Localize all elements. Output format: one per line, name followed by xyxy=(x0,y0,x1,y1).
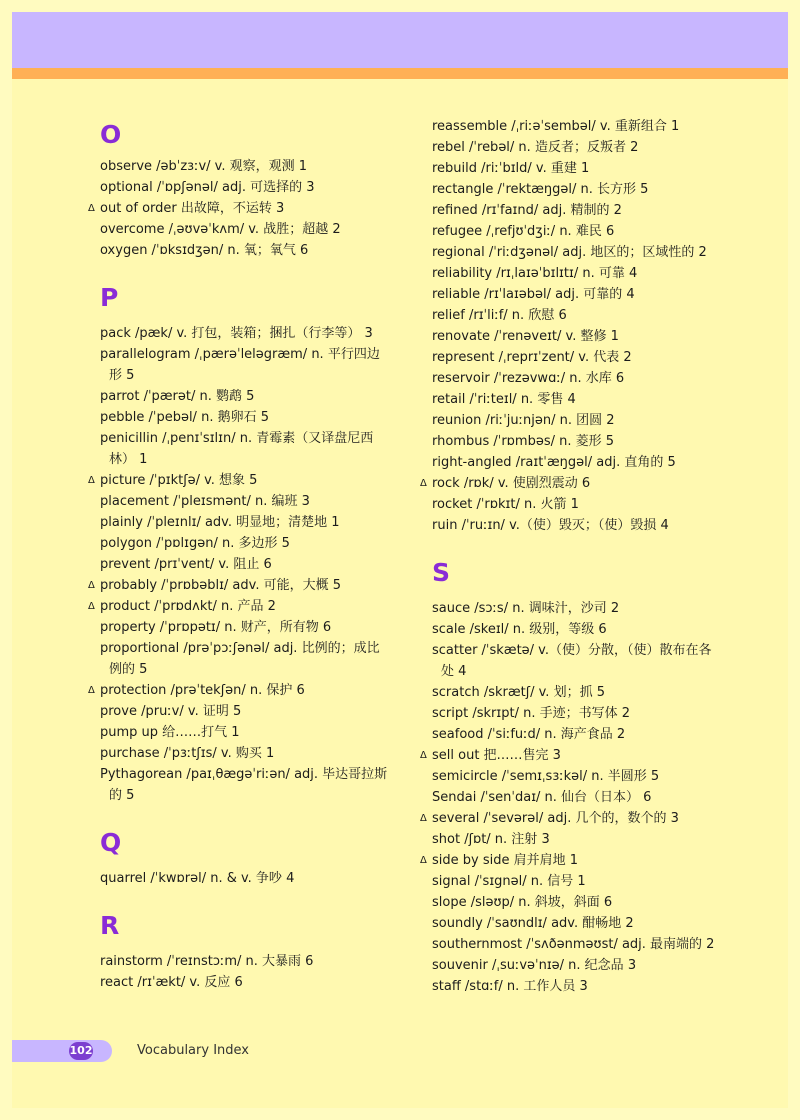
entry-semicircle: semicircle /ˈsemɪˌsɜːkəl/ n. 半圆形 5 xyxy=(432,769,660,784)
entry-staff: staff /stɑːf/ n. 工作人员 3 xyxy=(432,979,588,994)
entry-prove: prove /pruːv/ v. 证明 5 xyxy=(100,704,242,719)
new-word-mark: Δ xyxy=(420,478,427,489)
section-letter-p: P xyxy=(100,283,119,312)
entry-reassemble: reassemble /ˌriːəˈsembəl/ v. 重新组合 1 xyxy=(432,119,680,134)
new-word-mark: Δ xyxy=(420,855,427,866)
entry-protection: Δ protection /prəˈtekʃən/ n. 保护 6 xyxy=(100,680,390,701)
header-band xyxy=(12,12,788,68)
entry-prevent: prevent /prɪˈvent/ v. 阻止 6 xyxy=(100,557,272,572)
entry-seafood: seafood /ˈsiːfuːd/ n. 海产食品 2 xyxy=(432,727,626,742)
entry-scatter: scatter /ˈskætə/ v.（使）分散，（使）散布在各处 4 xyxy=(432,643,712,679)
entry-reunion: reunion /riːˈjuːnjən/ n. 团圆 2 xyxy=(432,413,615,428)
entry-polygon: polygon /ˈpɒlɪgən/ n. 多边形 5 xyxy=(100,536,290,551)
entry-pebble: pebble /ˈpebəl/ n. 鹅卵石 5 xyxy=(100,410,269,425)
entry-southernmost: southernmost /ˈsʌðənməʊst/ adj. 最南端的 2 xyxy=(432,937,715,952)
entry-relief: relief /rɪˈliːf/ n. 欣慰 6 xyxy=(432,308,567,323)
entry-retail: retail /ˈriːteɪl/ n. 零售 4 xyxy=(432,392,576,407)
entry-script: script /skrɪpt/ n. 手迹；书写体 2 xyxy=(432,706,630,721)
entry-regional: regional /ˈriːdʒənəl/ adj. 地区的；区域性的 2 xyxy=(432,245,707,260)
entry-slope: slope /sləʊp/ n. 斜坡，斜面 6 xyxy=(432,895,613,910)
entry-right-angled: right-angled /raɪtˈæŋgəl/ adj. 直角的 5 xyxy=(432,455,676,470)
section-letter-q: Q xyxy=(100,828,122,857)
entry-rainstorm: rainstorm /ˈreɪnstɔːm/ n. 大暴雨 6 xyxy=(100,954,314,969)
entry-renovate: renovate /ˈrenəveɪt/ v. 整修 1 xyxy=(432,329,619,344)
entry-reliable: reliable /rɪˈlaɪəbəl/ adj. 可靠的 4 xyxy=(432,287,635,302)
left-column xyxy=(88,118,390,993)
entry-souvenir: souvenir /ˌsuːvəˈnɪə/ n. 纪念品 3 xyxy=(432,958,637,973)
entry-purchase: purchase /ˈpɜːtʃɪs/ v. 购买 1 xyxy=(100,746,275,761)
entry-refugee: refugee /ˌrefjʊˈdʒiː/ n. 难民 6 xyxy=(432,224,615,239)
entry-shot: shot /ʃɒt/ n. 注射 3 xyxy=(432,832,550,847)
entry-rocket: rocket /ˈrɒkɪt/ n. 火箭 1 xyxy=(432,497,579,512)
entry-parrot: parrot /ˈpærət/ n. 鹦鹉 5 xyxy=(100,389,255,404)
entry-side-by-side: Δ side by side 肩并肩地 1 xyxy=(432,850,722,871)
entry-sendai: Sendai /ˈsenˈdaɪ/ n. 仙台（日本） 6 xyxy=(432,790,652,805)
entry-rebel: rebel /ˈrebəl/ n. 造反者；反叛者 2 xyxy=(432,140,639,155)
entry-scale: scale /skeɪl/ n. 级别，等级 6 xyxy=(432,622,607,637)
entry-scratch: scratch /skrætʃ/ v. 划；抓 5 xyxy=(432,685,605,700)
entry-property: property /ˈprɒpətɪ/ n. 财产，所有物 6 xyxy=(100,620,332,635)
section-letter-o: O xyxy=(100,120,122,149)
entry-rhombus: rhombus /ˈrɒmbəs/ n. 菱形 5 xyxy=(432,434,615,449)
new-word-mark: Δ xyxy=(88,685,95,696)
entry-penicillin: penicillin /ˌpenɪˈsɪlɪn/ n. 青霉素（又译盘尼西林） 1 xyxy=(100,431,374,467)
right-column xyxy=(420,116,722,997)
entry-optional: optional /ˈɒpʃənəl/ adj. 可选择的 3 xyxy=(100,180,315,195)
entry-observe: observe /əbˈzɜːv/ v. 观察，观测 1 xyxy=(100,159,308,174)
entry-sell-out: Δ sell out 把……售完 3 xyxy=(432,745,722,766)
new-word-mark: Δ xyxy=(420,750,427,761)
entry-probably: Δ probably /ˈprɒbəblɪ/ adv. 可能，大概 5 xyxy=(100,575,390,596)
entry-parallelogram: parallelogram /ˌpærəˈleləgræm/ n. 平行四边形 5 xyxy=(100,347,380,383)
entry-quarrel: quarrel /ˈkwɒrəl/ n. & v. 争吵 4 xyxy=(100,871,295,886)
entry-react: react /rɪˈækt/ v. 反应 6 xyxy=(100,975,243,990)
footer-tab xyxy=(12,1040,112,1062)
entry-plainly: plainly /ˈpleɪnlɪ/ adv. 明显地；清楚地 1 xyxy=(100,515,340,530)
new-word-mark: Δ xyxy=(420,813,427,824)
entry-represent: represent /ˌreprɪˈzent/ v. 代表 2 xyxy=(432,350,632,365)
page-number: 102 xyxy=(69,1042,93,1060)
new-word-mark: Δ xyxy=(88,475,95,486)
entry-signal: signal /ˈsɪgnəl/ n. 信号 1 xyxy=(432,874,586,889)
entry-pump-up: pump up 给……打气 1 xyxy=(100,725,240,740)
entry-ruin: ruin /ˈruːɪn/ v.（使）毁灭；（使）毁损 4 xyxy=(432,518,669,533)
entry-several: Δ several /ˈsevərəl/ adj. 几个的，数个的 3 xyxy=(432,808,722,829)
section-letter-s: S xyxy=(432,558,451,587)
new-word-mark: Δ xyxy=(88,580,95,591)
entry-overcome: overcome /ˌəʊvəˈkʌm/ v. 战胜；超越 2 xyxy=(100,222,341,237)
entry-refined: refined /rɪˈfaɪnd/ adj. 精制的 2 xyxy=(432,203,622,218)
entry-rectangle: rectangle /ˈrektæŋgəl/ n. 长方形 5 xyxy=(432,182,649,197)
entry-placement: placement /ˈpleɪsmənt/ n. 编班 3 xyxy=(100,494,310,509)
section-letter-r: R xyxy=(100,911,120,940)
footer-label: Vocabulary Index xyxy=(137,1043,249,1058)
new-word-mark: Δ xyxy=(88,601,95,612)
entry-rebuild: rebuild /riːˈbɪld/ v. 重建 1 xyxy=(432,161,590,176)
entry-oxygen: oxygen /ˈɒksɪdʒən/ n. 氧；氧气 6 xyxy=(100,243,309,258)
entry-pack: pack /pæk/ v. 打包，装箱；捆扎（行李等） 3 xyxy=(100,326,373,341)
entry-sauce: sauce /sɔːs/ n. 调味汁，沙司 2 xyxy=(432,601,620,616)
entry-pythagorean: Pythagorean /paɪˌθægəˈriːən/ adj. 毕达哥拉斯的 5 xyxy=(100,767,388,803)
header-stripe xyxy=(12,68,788,79)
entry-product: Δ product /ˈprɒdʌkt/ n. 产品 2 xyxy=(100,596,390,617)
entry-reservoir: reservoir /ˈrezəvwɑː/ n. 水库 6 xyxy=(432,371,625,386)
entry-picture: Δ picture /ˈpɪktʃə/ v. 想象 5 xyxy=(100,470,390,491)
entry-reliability: reliability /rɪˌlaɪəˈbɪlɪtɪ/ n. 可靠 4 xyxy=(432,266,638,281)
entry-rock: Δ rock /rɒk/ v. 使剧烈震动 6 xyxy=(432,473,722,494)
entry-soundly: soundly /ˈsaʊndlɪ/ adv. 酣畅地 2 xyxy=(432,916,634,931)
entry-out-of-order: Δ out of order 出故障，不运转 3 xyxy=(100,198,390,219)
new-word-mark: Δ xyxy=(88,203,95,214)
entry-proportional: proportional /prəˈpɔːʃənəl/ adj. 比例的；成比例的 5 xyxy=(100,641,380,677)
